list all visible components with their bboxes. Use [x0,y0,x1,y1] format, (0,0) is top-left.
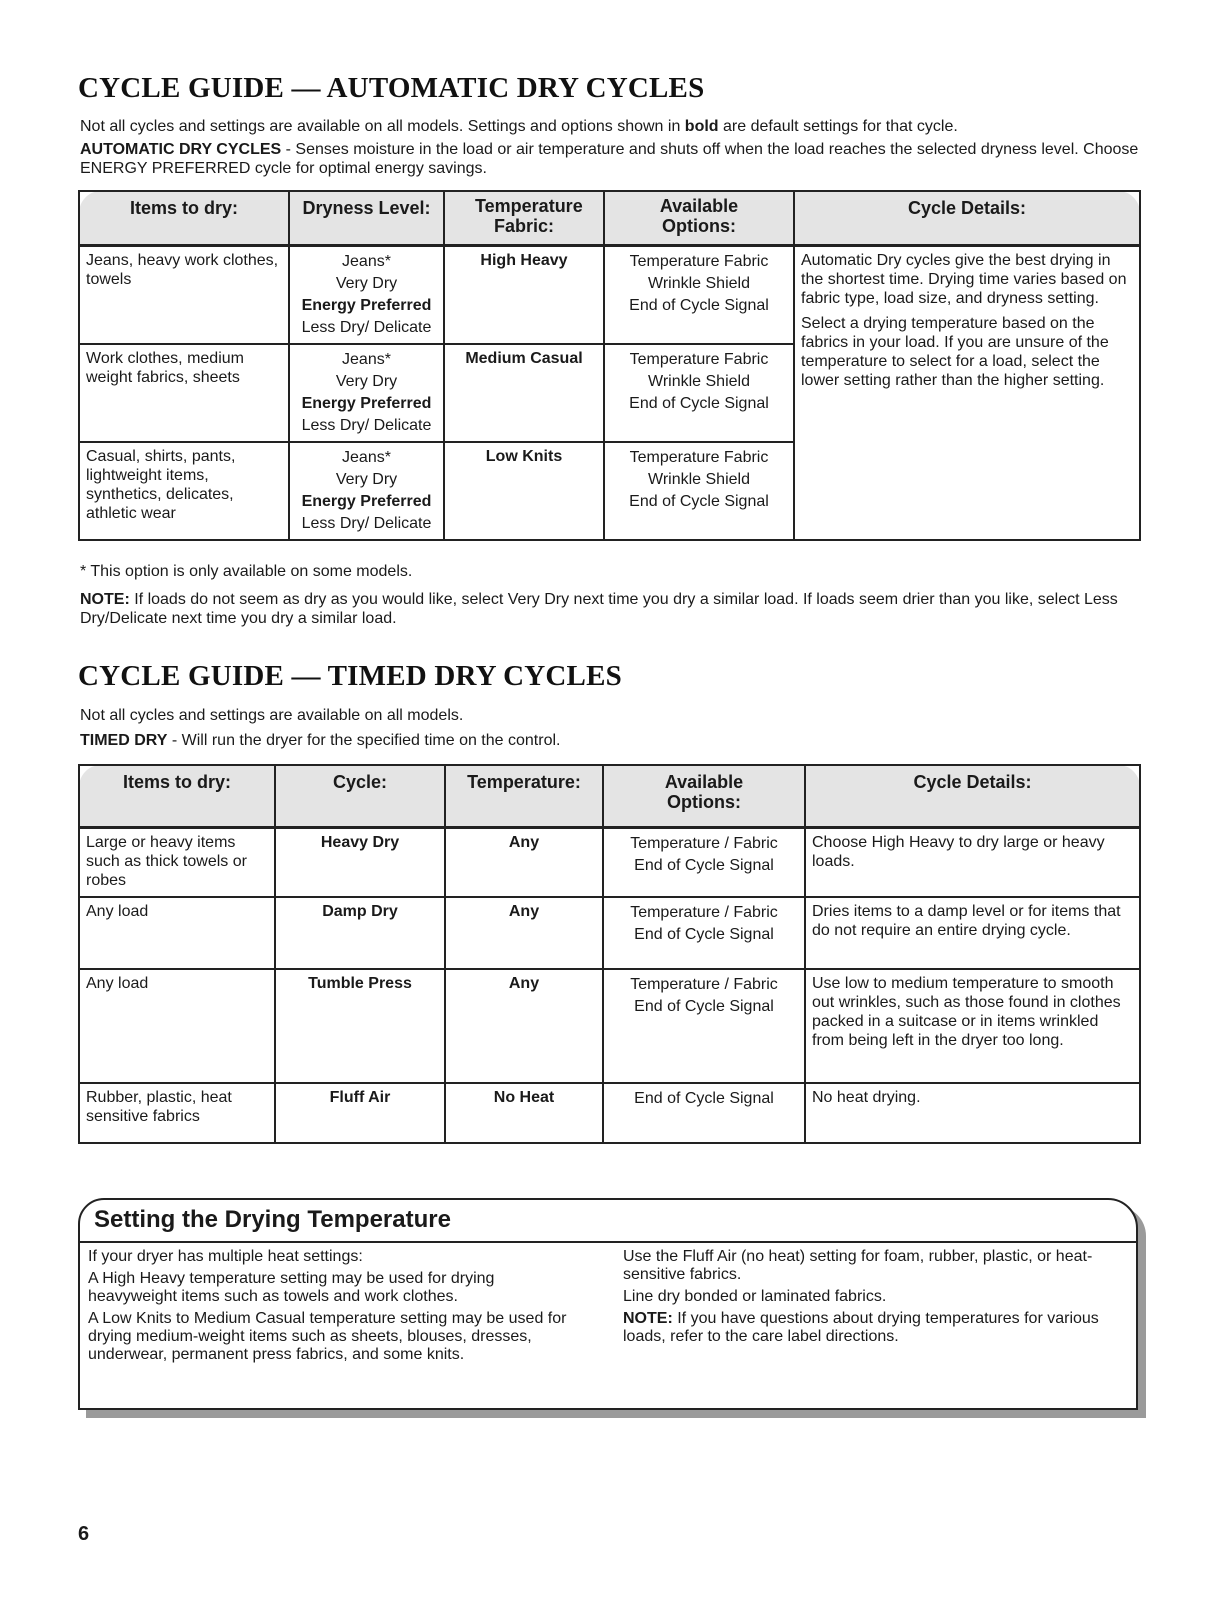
dryness-cell: Jeans* Very Dry Energy Preferred Less Dry/ Delicate [289,344,444,442]
setting-temperature-title: Setting the Drying Temperature [94,1206,451,1233]
options-cell: End of Cycle Signal [603,1083,805,1143]
auto-footnote: * This option is only available on some models. [80,563,413,580]
cycle-details-cell: Automatic Dry cycles give the best drying in the shortest time. Drying time varies based on fabric type, load size, and dryness setting. Select a drying temperature based on the fabrics in your load. If you are unsure of the temperature to select for a load, select the lower setting rather than the higher setting. [794,245,1140,540]
items-cell: Any load [79,969,275,1083]
temperature-cell: Any [445,969,603,1083]
temperature-cell: Low Knits [444,442,604,540]
table-row [79,827,1140,897]
box-divider [80,1241,1136,1243]
table-row [79,897,1140,969]
temperature-cell: Any [445,897,603,969]
setting-right-paragraph: Line dry bonded or laminated fabrics. [623,1288,887,1305]
items-cell: Casual, shirts, pants, lightweight items, synthetics, delicates, athletic wear [79,442,289,540]
automatic-cycle-table [78,190,1141,541]
header-options: Available Options: [604,191,794,245]
auto-note: NOTE: If loads do not seem as dry as you would like, select Very Dry next time you dry a similar load. If loads seem drier than you like, select Less Dry/Delicate next time you dry a similar load. [80,591,1118,627]
section-title-automatic: CYCLE GUIDE — AUTOMATIC DRY CYCLES [78,72,705,104]
header-items: Items to dry: [79,191,289,245]
section-title-timed: CYCLE GUIDE — TIMED DRY CYCLES [78,660,622,692]
options-cell: Temperature Fabric Wrinkle Shield End of Cycle Signal [604,442,794,540]
temperature-cell: High Heavy [444,245,604,344]
temperature-cell: Medium Casual [444,344,604,442]
items-cell: Any load [79,897,275,969]
auto-description: AUTOMATIC DRY CYCLES - Senses moisture in the load or air temperature and shuts off when the load reaches the selected dryness level. Choose ENERGY PREFERRED cycle for optimal energy savings. [80,141,1139,177]
timed-description: TIMED DRY - Will run the dryer for the specified time on the control. [80,732,561,749]
header-dryness: Dryness Level: [289,191,444,245]
header-options: Available Options: [603,765,805,827]
options-cell: Temperature / Fabric End of Cycle Signal [603,969,805,1083]
temperature-cell: No Heat [445,1083,603,1143]
options-cell: Temperature / Fabric End of Cycle Signal [603,897,805,969]
setting-right-paragraph: Use the Fluff Air (no heat) setting for foam, rubber, plastic, or heat-sensitive fabrics. [623,1248,1093,1283]
auto-intro: Not all cycles and settings are available on all models. Settings and options shown in bold are default settings for that cycle. [80,118,958,135]
setting-left-column [88,1248,578,1368]
setting-left-paragraph: A High Heavy temperature setting may be used for drying heavyweight items such as towels and work clothes. [88,1270,495,1305]
items-cell: Work clothes, medium weight fabrics, sheets [79,344,289,442]
table-row [79,1083,1140,1143]
header-temperature: Temperature Fabric: [444,191,604,245]
setting-left-paragraph: If your dryer has multiple heat settings: [88,1248,363,1265]
table-header-row [79,191,1140,245]
items-cell: Rubber, plastic, heat sensitive fabrics [79,1083,275,1143]
cycle-cell: Fluff Air [275,1083,445,1143]
dryness-cell: Jeans* Very Dry Energy Preferred Less Dry/ Delicate [289,442,444,540]
items-cell: Large or heavy items such as thick towels or robes [79,827,275,897]
header-details: Cycle Details: [805,765,1140,827]
header-temperature: Temperature: [445,765,603,827]
setting-right-column [623,1248,1123,1350]
header-details: Cycle Details: [794,191,1140,245]
cycle-cell: Heavy Dry [275,827,445,897]
cycle-cell: Damp Dry [275,897,445,969]
header-cycle: Cycle: [275,765,445,827]
cycle-details-cell: Choose High Heavy to dry large or heavy loads. [805,827,1140,897]
table-row [79,245,1140,344]
table-header-row [79,765,1140,827]
setting-left-paragraph: A Low Knits to Medium Casual temperature setting may be used for drying medium-weight items such as sheets, blouses, dresses, underwear, permanent press fabrics, and some knits. [88,1310,567,1363]
temperature-cell: Any [445,827,603,897]
options-cell: Temperature Fabric Wrinkle Shield End of Cycle Signal [604,344,794,442]
table-row [79,969,1140,1083]
cycle-details-cell: No heat drying. [805,1083,1140,1143]
header-items: Items to dry: [79,765,275,827]
options-cell: Temperature Fabric Wrinkle Shield End of Cycle Signal [604,245,794,344]
timed-intro: Not all cycles and settings are available on all models. [80,707,464,724]
dryness-cell: Jeans* Very Dry Energy Preferred Less Dry/ Delicate [289,245,444,344]
setting-right-note: NOTE: If you have questions about drying temperatures for various loads, refer to the care label directions. [623,1310,1099,1345]
cycle-details-cell: Use low to medium temperature to smooth out wrinkles, such as those found in clothes packed in a suitcase or in items wrinkled from being left in the dryer too long. [805,969,1140,1083]
items-cell: Jeans, heavy work clothes, towels [79,245,289,344]
setting-temperature-box [78,1198,1138,1410]
page-number: 6 [78,1523,90,1545]
cycle-details-cell: Dries items to a damp level or for items that do not require an entire drying cycle. [805,897,1140,969]
options-cell: Temperature / Fabric End of Cycle Signal [603,827,805,897]
timed-cycle-table [78,764,1141,1144]
cycle-cell: Tumble Press [275,969,445,1083]
